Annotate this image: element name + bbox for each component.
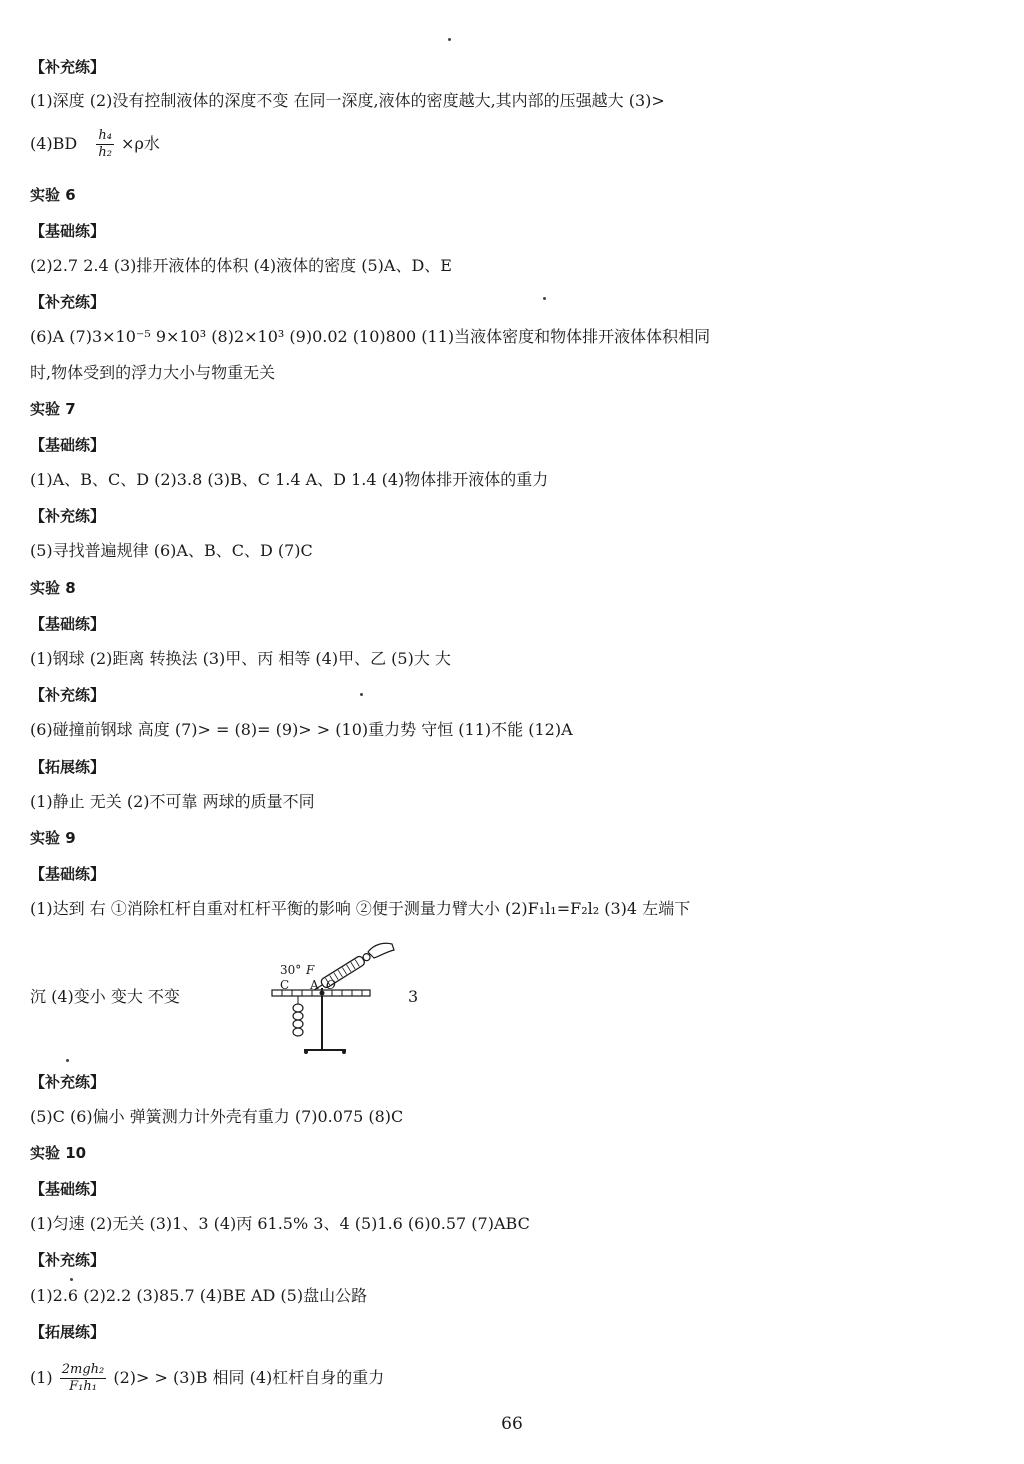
section-label-basic: 【基础练】 — [30, 222, 106, 240]
answer-line: (1)2.6 (2)2.2 (3)85.7 (4)BE AD (5)盘山公路 — [30, 1286, 368, 1305]
spring-scale — [311, 951, 372, 994]
fraction-numerator: 2mgh₂ — [61, 1362, 105, 1377]
answer-line: (1)A、B、C、D (2)3.8 (3)B、C 1.4 A、D 1.4 (4)物体排开液体的重力 — [30, 470, 549, 489]
section-label-extend: 【拓展练】 — [30, 1323, 106, 1341]
weights — [293, 1004, 303, 1036]
answer-line: (5)C (6)偏小 弹簧测力计外壳有重力 (7)0.075 (8)C — [30, 1107, 404, 1126]
fraction-denominator: F₁h₁ — [69, 1379, 97, 1394]
experiment-heading: 实验 9 — [30, 829, 76, 847]
page-number: 66 — [501, 1414, 523, 1434]
section-label-supplement: 【补充练】 — [30, 58, 106, 76]
fraction — [60, 1362, 107, 1395]
fraction — [96, 128, 114, 161]
fraction-numerator: h₄ — [98, 128, 112, 143]
scan-speck — [543, 297, 546, 300]
section-label-basic: 【基础练】 — [30, 865, 106, 883]
section-label-extend: 【拓展练】 — [30, 758, 106, 776]
answer-line: (1)深度 (2)没有控制液体的深度不变 在同一深度,液体的密度越大,其内部的压强越大 (3)> — [30, 91, 665, 110]
experiment-heading: 实验 7 — [30, 400, 76, 418]
answer-line: 沉 (4)变小 变大 不变 — [30, 987, 180, 1006]
answer-line: (1)匀速 (2)无关 (3)1、3 (4)丙 61.5% 3、4 (5)1.6 (6)0.57 (7)ABC — [30, 1214, 530, 1233]
section-label-basic: 【基础练】 — [30, 615, 106, 633]
section-label-supplement: 【补充练】 — [30, 507, 106, 525]
point-label-o: O — [326, 978, 336, 992]
answer-line: 时,物体受到的浮力大小与物重无关 — [30, 363, 276, 382]
experiment-heading: 实验 10 — [30, 1144, 87, 1162]
answer-line-fraction — [30, 128, 160, 161]
answer-line: (5)寻找普遍规律 (6)A、B、C、D (7)C — [30, 541, 313, 560]
stand-foot — [342, 1050, 346, 1054]
scan-speck — [448, 38, 451, 41]
scan-speck — [70, 1278, 73, 1281]
lever-diagram — [270, 932, 400, 1058]
section-label-basic: 【基础练】 — [30, 436, 106, 454]
stand-foot — [304, 1050, 308, 1054]
answer-line: (6)A (7)3×10⁻⁵ 9×10³ (8)2×10³ (9)0.02 (10)800 (11)当液体密度和物体排开液体体积相同 — [30, 327, 711, 346]
answer-line: (2)2.7 2.4 (3)排开液体的体积 (4)液体的密度 (5)A、D、E — [30, 256, 452, 275]
answer-text: (1) — [30, 1368, 53, 1387]
answer-text: (2)> > (3)B 相同 (4)杠杆自身的重力 — [113, 1368, 385, 1387]
answer-text: 3 — [408, 987, 419, 1006]
section-label-basic: 【基础练】 — [30, 1180, 106, 1198]
hand-icon — [368, 943, 394, 958]
scan-speck — [66, 1059, 69, 1062]
experiment-heading: 实验 8 — [30, 579, 76, 597]
answer-line: (6)碰撞前钢球 高度 (7)> = (8)= (9)> > (10)重力势 守恒 (11)不能 (12)A — [30, 720, 573, 739]
force-label: F — [306, 963, 315, 977]
section-label-supplement: 【补充练】 — [30, 1073, 106, 1091]
answer-line-fraction — [30, 1362, 384, 1395]
section-label-supplement: 【补充练】 — [30, 686, 106, 704]
fraction-denominator: h₂ — [98, 145, 112, 160]
point-label-c: C — [280, 978, 290, 992]
pivot — [320, 991, 325, 996]
answer-line: (1)静止 无关 (2)不可靠 两球的质量不同 — [30, 792, 315, 811]
scan-speck — [360, 693, 363, 696]
answer-line: (1)钢球 (2)距离 转换法 (3)甲、丙 相等 (4)甲、乙 (5)大 大 — [30, 649, 451, 668]
answer-line: (1)达到 右 ①消除杠杆自重对杠杆平衡的影响 ②便于测量力臂大小 (2)F₁l₁=F₂l₂ (3)4 左端下 — [30, 899, 691, 918]
section-label-supplement: 【补充练】 — [30, 293, 106, 311]
answer-text: ×ρ水 — [121, 134, 160, 153]
experiment-heading: 实验 6 — [30, 186, 76, 204]
point-label-a: A — [310, 978, 319, 992]
section-label-supplement: 【补充练】 — [30, 1251, 106, 1269]
answer-text: (4)BD — [30, 134, 78, 153]
angle-label: 30° — [280, 963, 302, 977]
